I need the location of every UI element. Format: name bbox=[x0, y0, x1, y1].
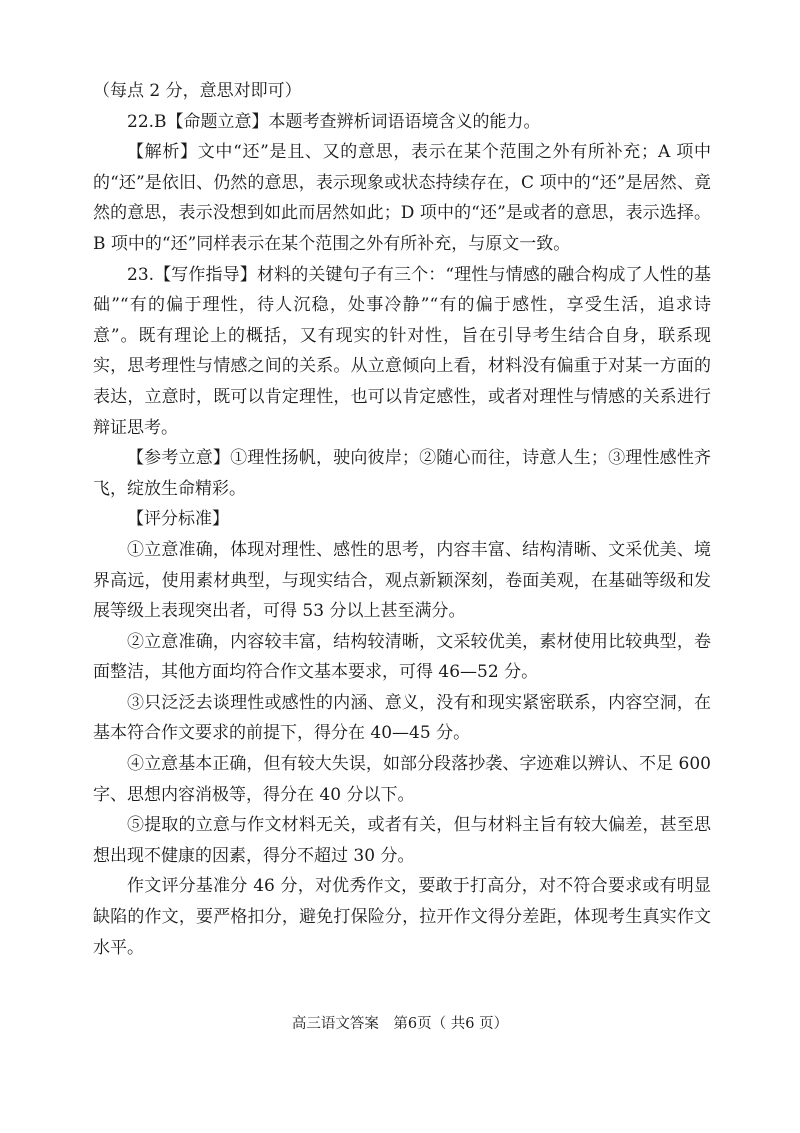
scoring-criterion-3: ③只泛泛去谈理性或感性的内涵、意义，没有和现实紧密联系，内容空洞，在基本符合作文要求的前提下，得分在 40—45 分。 bbox=[93, 692, 711, 744]
scoring-baseline-note: 作文评分基准分 46 分，对优秀作文，要敢于打高分，对不符合要求或有明显缺陷的作文，要严格扣分，避免打保险分，拉开作文得分差距，体现考生真实作文水平。 bbox=[93, 876, 711, 958]
question-23-writing-guide: 23.【写作指导】材料的关键句子有三个：“理性与情感的融合构成了人性的基础”“有的偏于理性，待人沉稳，处事冷静”“有的偏于感性，享受生活，追求诗意”。既有理论上的概括，又有现实的针对性，旨在引导考生结合自身，联系现实，思考理性与情感之间的关系。从立意倾向上看，材料没有偏重于对某一方面的表达，立意时，既可以肯定理性，也可以肯定感性，或者对理性与情感的关系进行辩证思考。 bbox=[93, 264, 711, 438]
scoring-criterion-4: ④立意基本正确，但有较大失误，如部分段落抄袭、字迹难以辨认、不足 600 字、思想内容消极等，得分在 40 分以下。 bbox=[93, 754, 711, 805]
scoring-criteria-heading: 【评分标准】 bbox=[127, 509, 229, 530]
scoring-criterion-5: ⑤提取的立意与作文材料无关，或者有关，但与材料主旨有较大偏差，甚至思想出现不健康的因素，得分不超过 30 分。 bbox=[93, 815, 711, 866]
question-22-analysis: 【解析】文中“还”是且、又的意思，表示在某个范围之外有所补充；A 项中的“还”是依旧、仍然的意思，表示现象或状态持续存在，C 项中的“还”是居然、竟然的意思，表示没想到如此而居然如此；D 项中的“还”是或者的意思，表示选择。B 项中的“还”同样表示在某个范围之外有所补充，与原文一致。 bbox=[93, 142, 711, 254]
page-footer: 高三语文答案 第6页（ 共6 页） bbox=[291, 1016, 509, 1032]
scoring-criterion-2: ②立意准确，内容较丰富，结构较清晰，文采较优美，素材使用比较典型，卷面整洁，其他方面均符合作文基本要求，可得 46—52 分。 bbox=[93, 631, 711, 683]
answer-content bbox=[93, 76, 711, 963]
scoring-criterion-1: ①立意准确，体现对理性、感性的思考，内容丰富、结构清晰、文采优美、境界高远，使用素材典型，与现实结合，观点新颖深刻，卷面美观，在基础等级和发展等级上表现突出者，可得 53 分以上甚至满分。 bbox=[93, 539, 711, 622]
question-22-intent: 22.B【命题立意】本题考查辨析词语语境含义的能力。 bbox=[127, 111, 541, 132]
reference-intent: 【参考立意】①理性扬帆，驶向彼岸；②随心而往，诗意人生；③理性感性齐飞，绽放生命精彩。 bbox=[93, 448, 711, 499]
score-note: （每点 2 分，意思对即可） bbox=[93, 81, 302, 101]
